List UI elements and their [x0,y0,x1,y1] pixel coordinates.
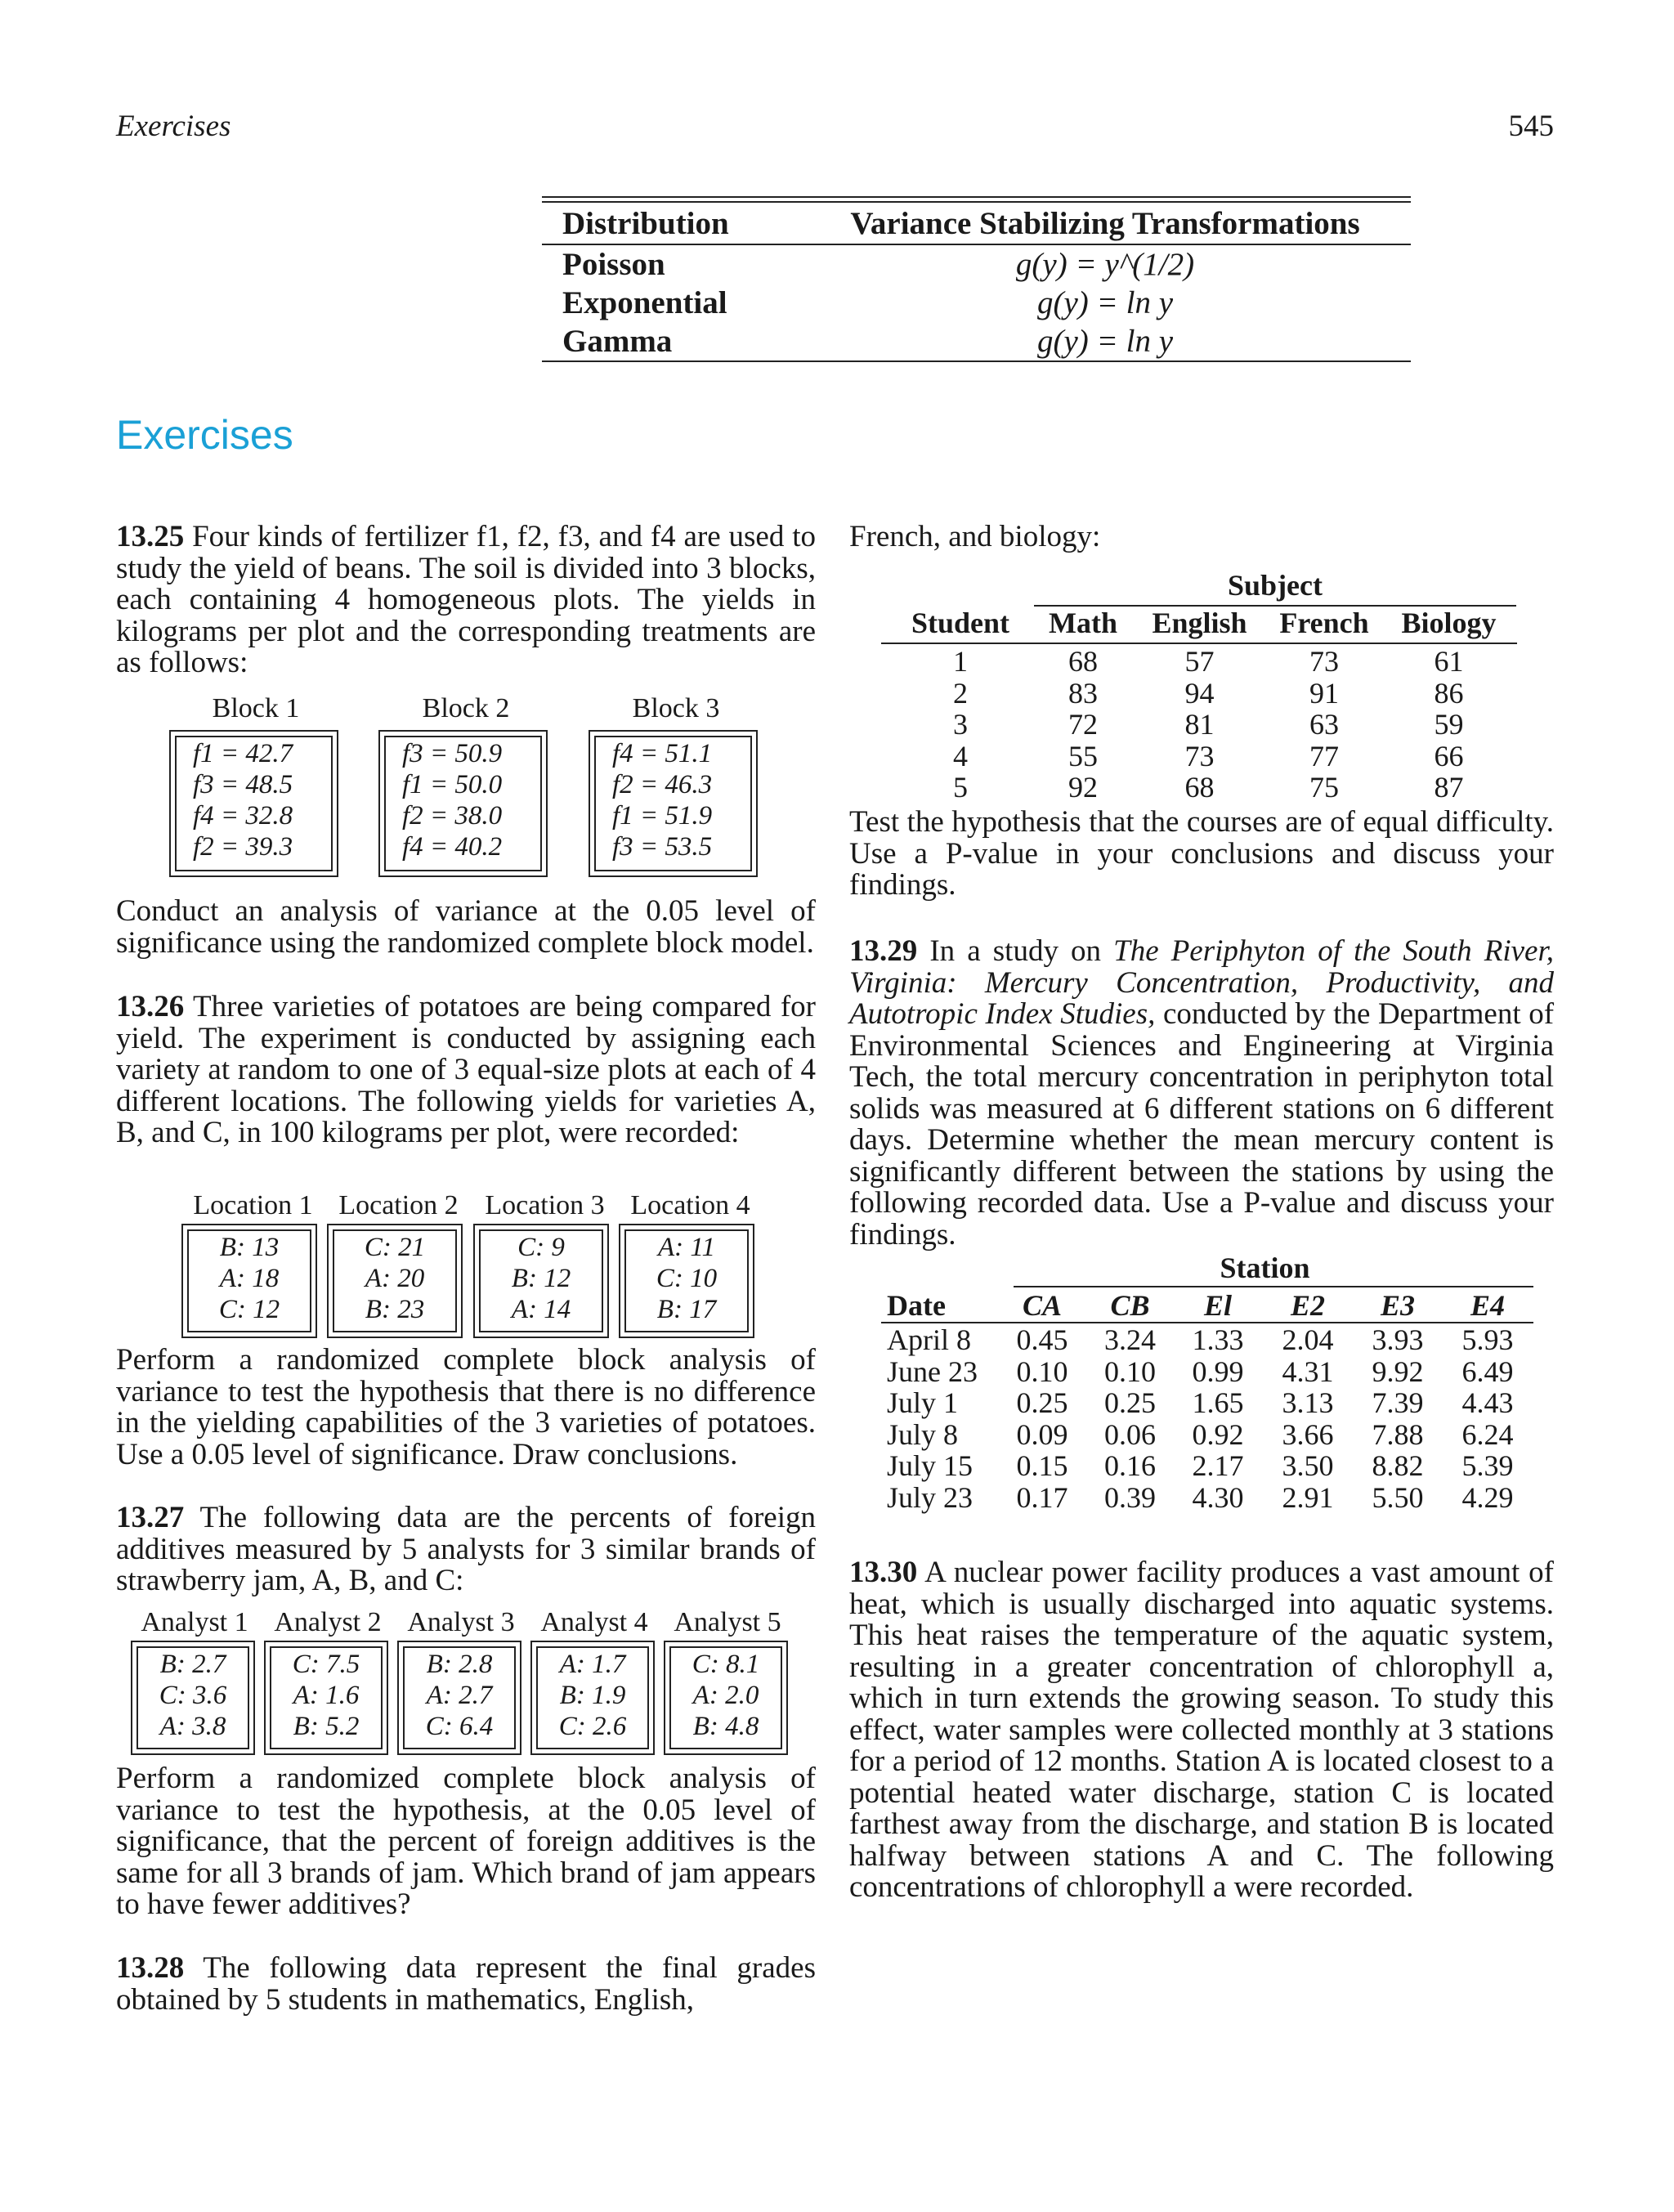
location-entry: A: 14 [511,1295,571,1324]
analyst-label: Analyst 5 [674,1607,781,1637]
exercise-13-26 [116,992,816,1149]
table-row [887,741,1516,772]
grades-table [887,570,1516,602]
cell: 0.10 [1104,1355,1156,1388]
block-entry: f2 = 46.3 [612,770,713,799]
mercury-header: E2 [1290,1289,1325,1323]
spanner-subject: Subject [1228,569,1323,602]
block-entry: f1 = 51.9 [612,801,713,831]
cell: 6.49 [1461,1355,1514,1388]
analyst-entry: B: 5.2 [293,1712,360,1741]
cell: July 8 [887,1417,959,1451]
analyst-1-box [131,1641,255,1755]
cell: 4.30 [1192,1480,1244,1514]
trans-exponential: g(y) = ln y [1037,285,1173,320]
exercise-text: Four kinds of fertilizer f1, f2, f3, and f4 are used to study the yield of beans. The soil is divided into 3 blocks, each containing 4 homogeneous plots. The yields in kilograms per plot and the corresponding treatments are as follows: [116,520,816,679]
location-3-box [473,1224,609,1338]
exercise-13-28-continued: French, and biology: [849,520,1101,553]
mercury-table [887,1290,1533,1322]
station-spanner-row [887,1252,1533,1284]
block-label: Block 3 [632,693,720,723]
location-entry: A: 11 [658,1233,715,1262]
block-entry: f1 = 42.7 [193,739,293,768]
cell: 0.25 [1016,1386,1068,1420]
location-label: Location 3 [485,1190,605,1220]
block-entry: f2 = 39.3 [193,832,293,862]
exercise-13-27-after: Perform a randomized complete block analysis of variance to test the hypothesis, at the 0.05 level of significance, that the percent of foreign additives is the same for all 3 brands of jam. Which brand of jam appears to have fewer additives? [116,1762,816,1921]
spanner-station: Station [1220,1252,1310,1285]
cell: 0.06 [1104,1417,1156,1451]
cell: 81 [1184,708,1215,741]
location-entry: B: 17 [656,1295,717,1324]
block-label: Block 1 [212,693,300,723]
cell: 0.15 [1016,1449,1068,1483]
table-row [887,678,1516,710]
analyst-5-box [664,1641,788,1755]
cell: 6.24 [1461,1417,1514,1451]
grades-table-body [887,607,1516,639]
location-entry: B: 13 [219,1233,280,1262]
exercise-number: 13.25 [116,520,185,553]
cell: 68 [1068,645,1098,678]
exercise-13-29 [849,936,1554,1251]
cell: 86 [1434,676,1464,710]
cell: 1 [953,645,968,678]
location-entry: B: 23 [365,1295,425,1324]
mercury-header: E4 [1470,1289,1505,1323]
cell: 3.13 [1282,1386,1334,1420]
location-2-box [327,1224,463,1338]
location-entry: C: 9 [517,1233,565,1262]
block-3-box [589,730,758,877]
cell: 5.93 [1461,1323,1514,1357]
cell: 94 [1184,676,1215,710]
location-entry: C: 21 [364,1233,426,1262]
analyst-entry: A: 2.0 [692,1681,759,1710]
block-entry: f4 = 51.1 [612,739,713,768]
cell: 91 [1309,676,1339,710]
exercise-text: Three varieties of potatoes are being compared for yield. The experiment is conducted by assigning each variety at random to one of 3 equal-size plots at each of 4 different locations. The following yields for varieties A, B, and C, in 100 kilograms per plot, were recorded: [116,990,816,1149]
block-entry: f2 = 38.0 [402,801,503,831]
cell: July 1 [887,1386,959,1420]
cell: 9.92 [1372,1355,1424,1388]
transformation-table [542,196,1411,362]
cell: 5.39 [1461,1449,1514,1483]
analyst-entry: C: 6.4 [425,1712,494,1741]
exercise-13-30 [849,1557,1554,1904]
analyst-entry: C: 3.6 [159,1681,227,1710]
cell: July 23 [887,1480,974,1514]
cell: 7.39 [1372,1386,1424,1420]
exercise-number: 13.26 [116,990,185,1023]
grades-header: Biology [1401,607,1497,640]
exercise-13-26-after: Perform a randomized complete block analysis of variance to test the hypothesis that there is no difference in the yielding capabilities of the 3 varieties of potatoes. Use a 0.05 level of significance. Draw conclusions. [116,1343,816,1471]
cell: 5 [953,771,968,804]
cell: 3.93 [1372,1323,1424,1357]
analyst-2-box [264,1641,388,1755]
cell: 4.29 [1461,1480,1514,1514]
exercise-number: 13.27 [116,1501,185,1534]
cell: 0.16 [1104,1449,1156,1483]
block-entry: f4 = 40.2 [402,832,503,862]
exercise-number: 13.30 [849,1556,918,1589]
dist-gamma: Gamma [562,324,673,359]
grades-header: English [1152,607,1247,640]
location-label: Location 4 [630,1190,750,1220]
cell: 59 [1434,708,1464,741]
dist-poisson: Poisson [562,247,665,282]
col-header-distribution: Distribution [562,205,729,241]
cell: 0.39 [1104,1480,1156,1514]
analyst-entry: B: 2.7 [159,1650,226,1679]
cell: 1.65 [1192,1386,1244,1420]
exercise-text: The following data are the percents of foreign additives measured by 5 analysts for 3 similar brands of strawberry jam, A, B, and C: [116,1501,816,1597]
grades-header: French [1279,607,1369,640]
cell: 3.66 [1282,1417,1334,1451]
analyst-entry: A: 1.6 [293,1681,360,1710]
analyst-entry: B: 2.8 [426,1650,493,1679]
trans-gamma: g(y) = ln y [1037,324,1173,359]
table-row [887,1482,1533,1514]
cell: 7.88 [1372,1417,1424,1451]
analyst-entry: C: 8.1 [692,1650,760,1679]
cell: 4.31 [1282,1355,1334,1388]
block-entry: f3 = 53.5 [612,832,713,862]
cell: 83 [1068,676,1098,710]
exercise-13-27 [116,1502,816,1597]
location-entry: C: 10 [656,1264,718,1293]
cell: 2.04 [1282,1323,1334,1357]
analyst-entry: A: 2.7 [426,1681,493,1710]
table-row [887,1450,1533,1482]
mercury-header: CA [1022,1289,1063,1323]
analyst-entry: B: 4.8 [692,1712,759,1741]
cell: 0.25 [1104,1386,1156,1420]
exercise-13-28 [116,1953,816,2016]
page-number: 545 [1508,110,1554,143]
cell: 8.82 [1372,1449,1424,1483]
cell: 2.17 [1192,1449,1244,1483]
analyst-label: Analyst 2 [274,1607,382,1637]
cell: 0.10 [1016,1355,1068,1388]
cell: 87 [1434,771,1464,804]
table-row [887,1356,1533,1388]
col-header-transformations: Variance Stabilizing Transformations [850,205,1360,241]
location-entry: A: 20 [365,1264,425,1293]
analyst-entry: C: 7.5 [292,1650,360,1679]
block-2-box [378,730,548,877]
location-entry: A: 18 [219,1264,280,1293]
location-label: Location 2 [338,1190,459,1220]
exercise-13-25-after: Conduct an analysis of variance at the 0.05 level of significance using the randomized complete block model. [116,894,816,960]
cell: 77 [1309,739,1339,772]
location-1-box [181,1224,317,1338]
exercise-13-28-after: Test the hypothesis that the courses are of equal difficulty. Use a P-value in your conclusions and discuss your findings. [849,805,1554,902]
analyst-entry: A: 1.7 [559,1650,626,1679]
location-4-box [619,1224,754,1338]
table-row [887,709,1516,741]
cell: July 15 [887,1449,974,1483]
exercise-number: 13.29 [849,934,918,968]
exercise-text: The following data represent the final grades obtained by 5 students in mathematics, English, [116,1951,816,2017]
analyst-entry: B: 1.9 [559,1681,626,1710]
cell: 1.33 [1192,1323,1244,1357]
analyst-3-box [397,1641,521,1755]
analyst-label: Analyst 1 [141,1607,248,1637]
trans-poisson: g(y) = y^(1/2) [1015,247,1195,282]
mercury-header: El [1203,1289,1232,1323]
cell: 5.50 [1372,1480,1424,1514]
dist-exponential: Exponential [562,285,727,320]
cell: 92 [1068,771,1098,804]
cell: 57 [1184,645,1215,678]
section-title: Exercises [116,412,293,458]
mercury-header: E3 [1380,1289,1415,1323]
station-spanner-rule [1014,1286,1533,1287]
cell: 73 [1309,645,1339,678]
analyst-label: Analyst 3 [407,1607,515,1637]
cell: 63 [1309,708,1339,741]
exercise-number: 13.28 [116,1951,185,1985]
exercise-13-25 [116,522,816,679]
block-1-box [169,730,338,877]
cell: 55 [1068,739,1098,772]
cell: 66 [1434,739,1464,772]
grades-rows [887,646,1516,804]
cell: 68 [1184,771,1215,804]
cell: 3.50 [1282,1449,1334,1483]
exercise-text: conducted by the Department of Environmental Sciences and Engineering at Virginia Tech, the total mercury concentration in periphyton total solids was measured at 6 different stations on 6 different days. Determine whether the mean mercury content is significantly different between the stations by using the following recorded data. Use a P-value and discuss your findings. [849,997,1555,1252]
cell: 4 [953,739,968,772]
table-row [887,1324,1533,1356]
analyst-4-box [530,1641,655,1755]
cell: June 23 [887,1355,978,1388]
grades-header: Student [911,607,1010,640]
mercury-header: Date [887,1289,946,1323]
block-entry: f3 = 48.5 [193,770,293,799]
cell: 2.91 [1282,1480,1334,1514]
cell: 0.92 [1192,1417,1244,1451]
running-title: Exercises [116,110,231,143]
mercury-header: CB [1110,1289,1150,1323]
table-row [887,1419,1533,1451]
cell: 0.45 [1016,1323,1068,1357]
cell: 3.24 [1104,1323,1156,1357]
analyst-entry: A: 3.8 [159,1712,226,1741]
block-entry: f1 = 50.0 [402,770,503,799]
exercise-text: A nuclear power facility produces a vast amount of heat, which is usually discharged into aquatic systems. This heat raises the temperature of the aquatic system, resulting in a greater concentration of chlorophyll a, which in turn extends the growing season. To study this effect, water samples were collected monthly at 3 stations for a period of 12 months. Station A is located closest to a potential heated water discharge, station C is located farthest away from the discharge, and station B is located halfway between stations A and C. The following concentrations of chlorophyll a were recorded. [849,1556,1554,1904]
cell: 0.09 [1016,1417,1068,1451]
location-entry: B: 12 [511,1264,571,1293]
cell: 4.43 [1461,1386,1514,1420]
cell: 75 [1309,771,1339,804]
cell: 61 [1434,645,1464,678]
cell: 0.99 [1192,1355,1244,1388]
mercury-rows [887,1324,1533,1513]
location-entry: C: 12 [218,1295,280,1324]
study-title: The Periphyton of the South River, Virginia: Mercury Concentration, Productivity, and Autotropic Index Studies, [849,934,1554,1031]
location-label: Location 1 [193,1190,313,1220]
exercise-text: In a study on [929,934,1102,968]
cell: 0.17 [1016,1480,1068,1514]
analyst-label: Analyst 4 [540,1607,648,1637]
cell: 73 [1184,739,1215,772]
cell: 3 [953,708,968,741]
analyst-entry: C: 2.6 [558,1712,627,1741]
table-row [887,772,1516,804]
block-entry: f3 = 50.9 [402,739,503,768]
grades-header: Math [1049,607,1117,640]
cell: 72 [1068,708,1098,741]
block-label: Block 2 [422,693,510,723]
cell: April 8 [887,1323,971,1357]
block-entry: f4 = 32.8 [193,801,293,831]
table-row [887,1387,1533,1419]
table-row [887,646,1516,678]
cell: 2 [953,676,968,710]
